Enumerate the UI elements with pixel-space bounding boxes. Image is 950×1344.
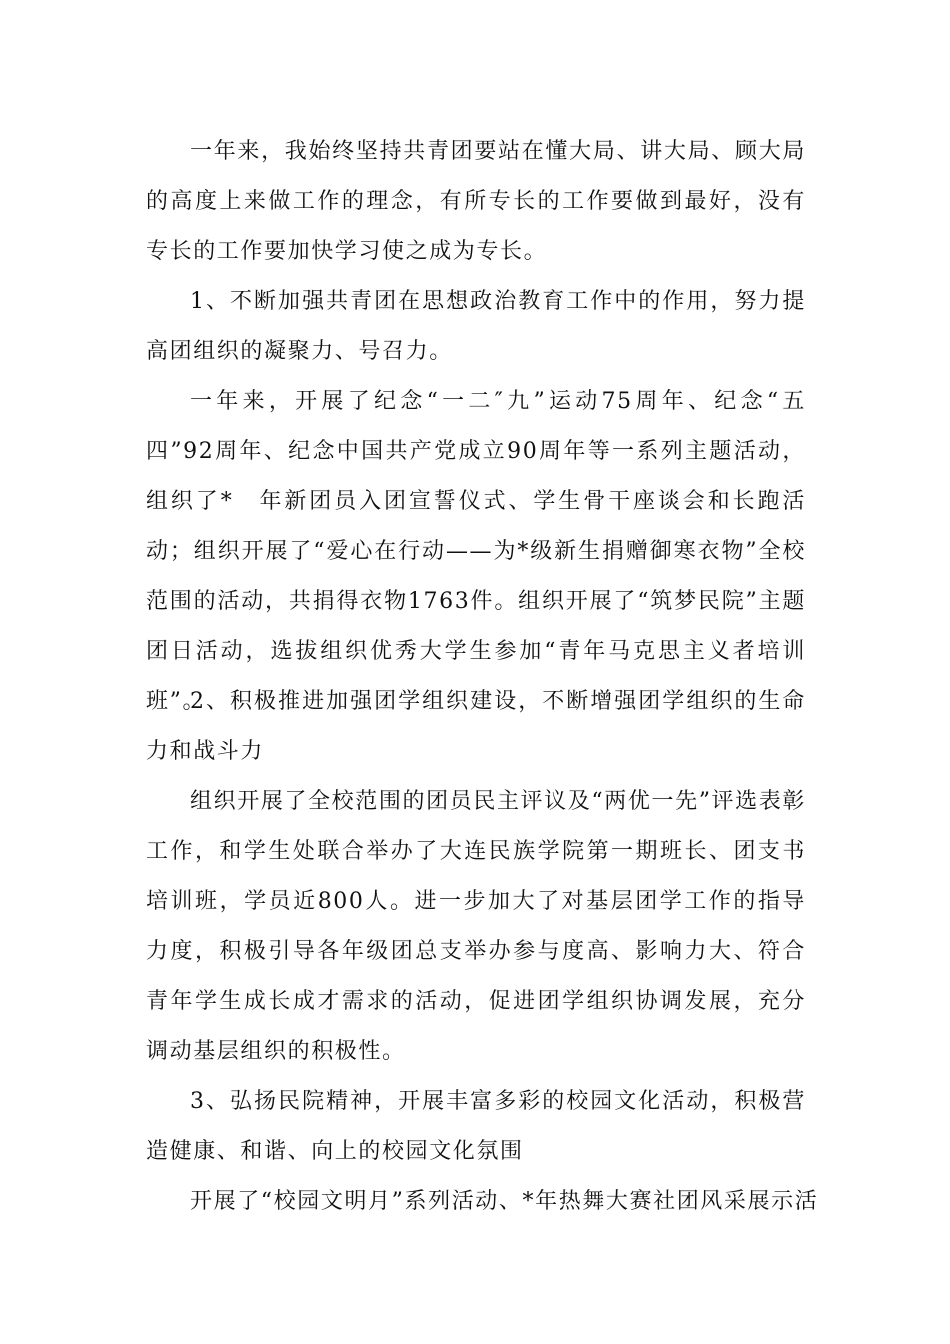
paragraph-section-2-body: 组织开展了全校范围的团员民主评议及“两优一先”评选表彰工作，和学生处联合举办了大连民族学院第一期班长、团支书培训班，学员近800人。进一步加大了对基层团学工作的指导力度，积极引导各年级团总支举办参与度高、影响力大、符合青年学生成长成才需求的活动，促进团学组织协调发展，充分调动基层组织的积极性。 xyxy=(146,789,806,1064)
paragraph-section-1-body: 一年来，开展了纪念“一二″九”运动75周年、纪念“五四”92周年、纪念中国共产党成立90周年等一系列主题活动，组织了* 年新团员入团宣誓仪式、学生骨干座谈会和长跑活动；组织开展了“爱心在行动——为*级新生捐赠御寒衣物”全校范围的活动，共捐得衣物1763件。组织开展了“筑梦民院”主题团日活动，选拔组织优秀大学生参加“青年马克思主义者培训班”。 xyxy=(146,389,806,714)
section-heading-1: 1、不断加强共青团在思想政治教育工作中的作用，努力提高团组织的凝聚力、号召力。 xyxy=(146,289,806,364)
section-heading-2: 2、积极推进加强团学组织建设，不断增强团学组织的生命力和战斗力 xyxy=(146,689,806,764)
paragraph-section-3-body: 开展了“校园文明月”系列活动、*年热舞大赛社团风采展示活 xyxy=(190,1189,819,1214)
paragraph-intro: 一年来，我始终坚持共青团要站在懂大局、讲大局、顾大局的高度上来做工作的理念，有所专长的工作要做到最好，没有专长的工作要加快学习使之成为专长。 xyxy=(146,139,806,264)
section-heading-3: 3、弘扬民院精神，开展丰富多彩的校园文化活动，积极营造健康、和谐、向上的校园文化氛围 xyxy=(146,1089,806,1164)
